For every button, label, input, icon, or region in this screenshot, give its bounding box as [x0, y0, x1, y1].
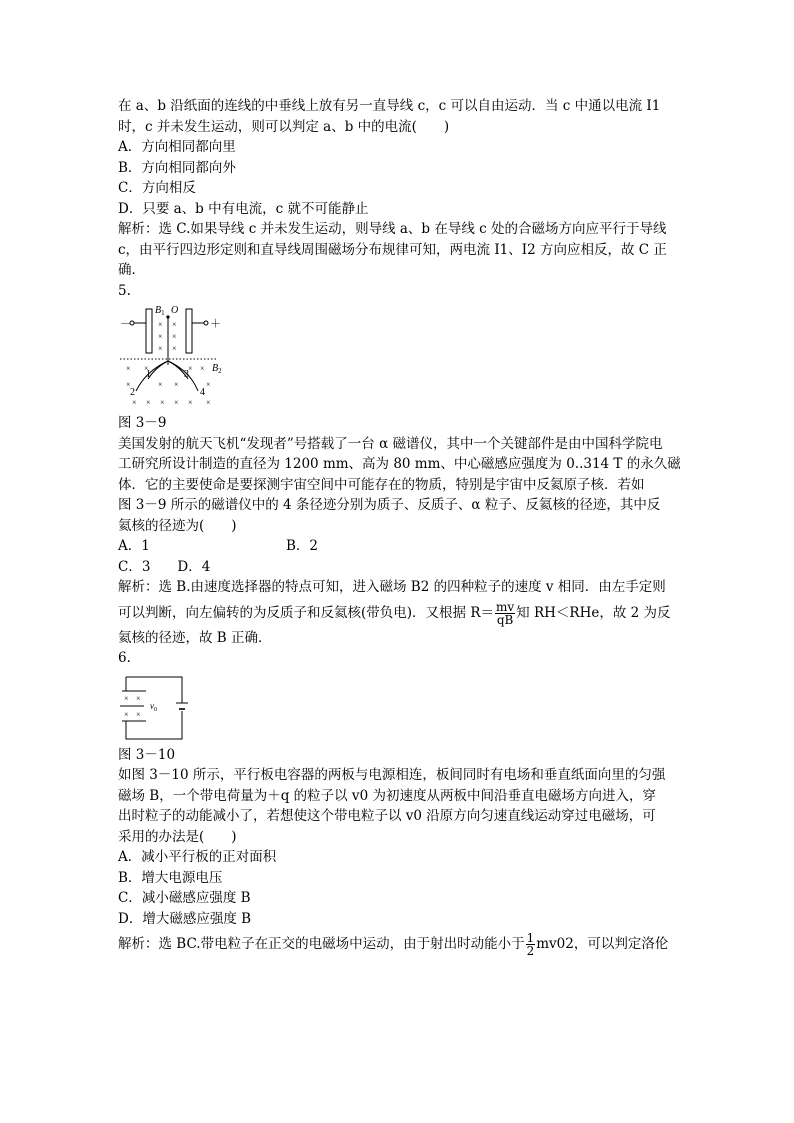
b1-field-crosses	[158, 320, 177, 353]
cross: ×	[146, 398, 151, 407]
track-label-4: 4	[200, 387, 205, 398]
q4-analysis-2: c，由平行四边形定则和直导线周围磁场分布规律可知，两电流 I1、I2 方向应相反，故 C 正	[118, 241, 667, 258]
q4-option-a: A．方向相同都向里	[118, 139, 236, 155]
b2-letter: B	[212, 363, 219, 374]
q6-line-2: 磁场 B，一个带电荷量为＋q 的粒子以 v0 为初速度从两板中间沿垂直电磁场方向进入，穿	[118, 787, 656, 804]
q5-line-1: 美国发射的航天飞机“发现者”号搭载了一台 α 磁谱仪，其中一个关键部件是由中国科学院电	[118, 435, 663, 452]
track-4	[168, 361, 198, 391]
q5-analysis-2-text-b: 知 RH＜RHe，故 2 为反	[516, 604, 671, 621]
cross: ×	[158, 380, 163, 389]
figure-3-9	[118, 305, 678, 411]
v0-letter: v	[150, 700, 154, 711]
cross: ×	[172, 332, 177, 341]
cross: ×	[188, 398, 193, 407]
track-label-2: 2	[130, 387, 135, 398]
half-fraction	[526, 932, 536, 957]
q5-line-2: 工研究所设计制造的直径为 1200 mm、高为 80 mm、中心磁感应强度为 0..314 T 的永久磁	[118, 456, 681, 472]
cross: ×	[158, 332, 163, 341]
cross: ×	[158, 320, 163, 329]
fraction-denominator: 2	[526, 944, 535, 958]
v0-label	[150, 701, 157, 713]
plus-terminal-ring	[204, 321, 208, 325]
cross: ×	[206, 380, 211, 389]
right-plate	[186, 309, 192, 353]
mass-spectrometer-diagram	[118, 305, 228, 411]
b1-label	[155, 305, 165, 317]
q4-option-b: B．方向相同都向外	[118, 159, 236, 176]
q6-line-3: 出时粒子的动能减小了，若想使这个带电粒子以 v0 沿原方向匀速直线运动穿过电磁场，可	[118, 808, 656, 824]
b2-label	[212, 363, 222, 375]
circuit-wire-top	[126, 677, 182, 703]
track-label-1: 1	[146, 369, 151, 380]
cross: ×	[174, 398, 179, 407]
q6-analysis-text-b: mv02，可以判定洛伦	[536, 936, 669, 952]
capacitor-circuit-diagram	[118, 673, 190, 743]
b2-subscript: 2	[218, 367, 222, 375]
q6-option-d: D．增大磁感应强度 B	[118, 910, 252, 927]
track-2	[136, 361, 168, 391]
q5-line-4: 图 3－9 所示的磁谱仪中的 4 条径迹分别为质子、反质子、α 粒子、反氦核的径迹，其中反	[118, 497, 661, 513]
circuit-wire-bottom	[126, 711, 182, 739]
q5-analysis-3: 氦核的径迹，故 B 正确．	[118, 629, 272, 646]
cross: ×	[160, 398, 165, 407]
q5-analysis-1: 解析：选 B.由速度选择器的特点可知，进入磁场 B2 的四种粒子的速度 v 相同．由左手定则	[118, 579, 666, 595]
q5-line-3: 体．它的主要使命是要探测宇宙空间中可能存在的物质，特别是宇宙中反氦原子核．若如	[118, 476, 645, 493]
cross: ×	[126, 364, 131, 373]
cross: ×	[144, 364, 149, 373]
q6-option-b: B．增大电源电压	[118, 869, 223, 886]
q5-analysis-2-text-a: 可以判断，向左偏转的为反质子和反氦核(带负电)．又根据 R＝	[118, 604, 494, 621]
cross: ×	[200, 364, 205, 373]
cross: ×	[188, 364, 193, 373]
cross: ×	[124, 709, 129, 719]
cross: ×	[172, 320, 177, 329]
q4-analysis-3: 确．	[118, 262, 145, 278]
radius-fraction	[495, 601, 515, 626]
b1-subscript: 1	[161, 309, 165, 317]
b1-letter: B	[155, 305, 162, 316]
q4-option-c: C．方向相反	[118, 180, 196, 196]
q6-line-1: 如图 3－10 所示，平行板电容器的两板与电源相连，板间同时有电场和垂直纸面向里的匀强	[118, 767, 666, 783]
cross: ×	[126, 380, 131, 389]
q4-option-d: D．只要 a、b 中有电流，c 就不可能静止	[118, 200, 369, 217]
q6-option-a: A．减小平行板的正对面积	[118, 849, 277, 865]
figure-3-10	[118, 673, 678, 743]
figure-3-9-caption: 图 3－9	[118, 415, 167, 431]
cross: ×	[124, 693, 129, 703]
fraction-denominator: qB	[496, 612, 514, 627]
origin-o-label: O	[171, 305, 179, 316]
document-content	[118, 96, 681, 959]
q5-analysis-2	[118, 598, 678, 628]
q6-number: 6.	[118, 650, 131, 666]
figure-3-10-caption: 图 3－10	[118, 746, 176, 763]
fraction-numerator: 1	[526, 931, 535, 945]
q5-option-a: A．1	[118, 538, 150, 554]
cross: ×	[158, 344, 163, 353]
track-label-3: 3	[184, 369, 189, 380]
fraction-numerator: mv	[496, 599, 515, 614]
q5-options-row-1	[118, 536, 678, 557]
q6-analysis-1	[118, 929, 678, 959]
q4-line-2: 时，c 并未发生运动，则可以判定 a、b 中的电流( )	[118, 118, 450, 135]
plus-terminal: ＋	[210, 318, 221, 330]
track-1	[148, 361, 168, 379]
q5-line-5: 氦核的径迹为( )	[118, 517, 237, 534]
cross: ×	[172, 344, 177, 353]
cross: ×	[132, 398, 137, 407]
q5-options-row-2: C．3 D．4	[118, 558, 211, 575]
q6-line-4: 采用的办法是( )	[118, 828, 237, 845]
cross: ×	[136, 693, 141, 703]
q5-number: 5.	[118, 282, 131, 299]
q6-option-c: C．减小磁感应强度 B	[118, 890, 251, 906]
q4-line-1: 在 a、b 沿纸面的连线的中垂线上放有另一直导线 c，c 可以自由运动．当 c 中通以电流 I1	[118, 98, 661, 114]
q6-analysis-text-a: 解析：选 BC.带电粒子在正交的电磁场中运动，由于射出时动能小于	[118, 936, 525, 952]
v0-subscript: 0	[154, 706, 157, 713]
q4-analysis-1: 解析：选 C.如果导线 c 并未发生运动，则导线 a、b 在导线 c 处的合磁场方向应平行于导线	[118, 221, 667, 237]
cross: ×	[136, 709, 141, 719]
left-plate	[146, 309, 152, 353]
cross: ×	[174, 380, 179, 389]
minus-terminal: －	[120, 318, 131, 330]
q5-option-b: B．2	[286, 538, 319, 554]
cross: ×	[206, 398, 211, 407]
